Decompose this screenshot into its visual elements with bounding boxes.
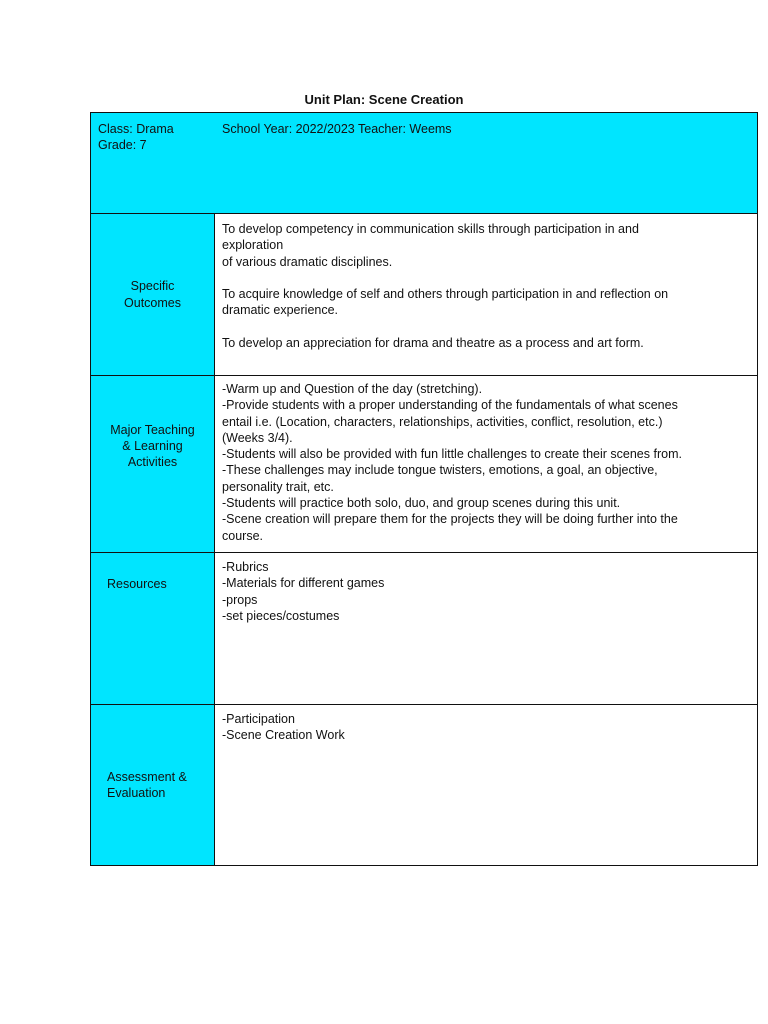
resources-label-cell [91,553,215,704]
activity-line: personality trait, etc. [222,479,334,494]
assessment-line: -Scene Creation Work [222,728,345,743]
activity-line: -Students will also be provided with fun little challenges to create their scenes from. [222,447,682,462]
assessment-line: -Participation [222,712,295,726]
activities-content-cell [215,376,757,552]
outcome-line: dramatic experience. [222,303,339,318]
grade-text: Grade: 7 [98,138,147,153]
school-year-teacher-text: School Year: 2022/2023 Teacher: Weems [222,122,452,136]
activity-line: -These challenges may include tongue twisters, emotions, a goal, an objective, [222,463,658,478]
outcome-line: To develop competency in communication skills through participation in and [222,222,639,236]
resource-line: -Materials for different games [222,576,385,591]
unit-plan-table [90,112,758,866]
class-grade-cell [91,113,215,213]
activity-line: -Scene creation will prepare them for the projects they will be doing further into the [222,512,678,527]
outcomes-content-cell [215,214,757,375]
activities-label-cell [91,376,215,552]
resource-line: -Rubrics [222,560,269,574]
activities-label-line: & Learning [122,438,183,453]
activity-line: -Warm up and Question of the day (stretching). [222,382,483,396]
document-title: Unit Plan: Scene Creation [304,92,464,107]
outcome-paragraph [222,286,751,319]
activity-line: course. [222,528,263,543]
activity-line: (Weeks 3/4). [222,430,293,445]
assessment-label-cell [91,705,215,865]
activities-label-line: Major Teaching [110,422,195,437]
outcomes-label-line: Outcomes [124,295,181,310]
assessment-label-line: Assessment & [107,769,187,784]
activities-label-line: Activities [127,455,178,470]
activities-row [91,375,757,552]
resource-line: -set pieces/costumes [222,608,340,623]
class-text: Class: Drama [98,122,174,136]
outcome-line: exploration [222,238,284,253]
assessment-row [91,704,757,865]
activity-line: -Provide students with a proper understanding of the fundamentals of what scenes [222,398,678,413]
outcome-line: To acquire knowledge of self and others through participation in and reflection on [222,287,669,302]
resources-row [91,552,757,704]
assessment-label-line: Evaluation [107,786,166,800]
outcome-line: of various dramatic disciplines. [222,254,393,269]
activity-line: -Students will practice both solo, duo, and group scenes during this unit. [222,496,621,511]
header-row [91,112,757,213]
resource-line: -props [222,592,258,607]
outcomes-row [91,213,757,375]
assessment-content-cell [215,705,757,865]
activity-line: entail i.e. (Location, characters, relationships, activities, conflict, resolution, etc.) [222,414,663,429]
resources-label-line: Resources [107,577,167,592]
outcome-paragraph [222,335,751,351]
outcome-line: To develop an appreciation for drama and theatre as a process and art form. [222,336,644,351]
school-year-teacher-cell [215,113,757,213]
outcome-paragraph [222,221,751,270]
outcomes-label-line: Specific [130,279,175,294]
resources-content-cell [215,553,757,704]
outcomes-label-cell [91,214,215,375]
